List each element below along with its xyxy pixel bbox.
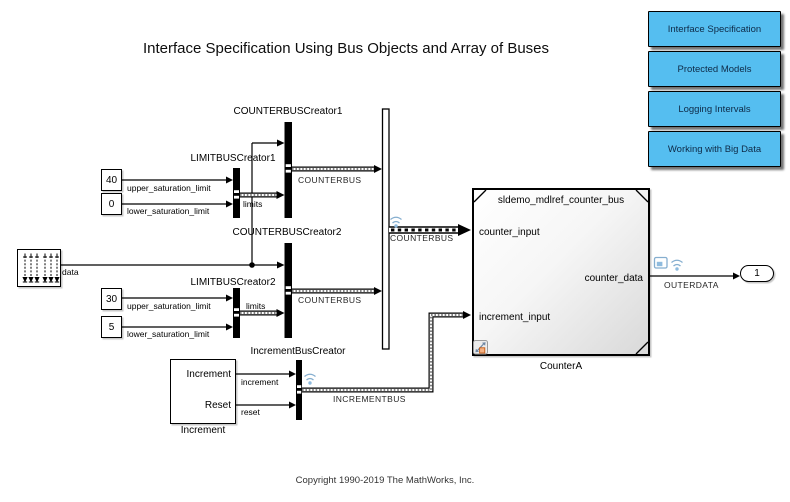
viewer-badge-icon[interactable] [655,258,668,269]
signal-label-counterbus-array: COUNTERBUS [390,233,454,243]
block-label-counterbuscreator2: COUNTERBUSCreator2 [232,227,342,238]
button-interface-specification[interactable]: Interface Specification [648,11,781,47]
block-label-increment: Increment [180,425,226,436]
constant-block-30[interactable]: 30 [101,288,122,310]
button-logging-intervals[interactable]: Logging Intervals [648,91,781,127]
signal-label-reset: reset [241,407,260,417]
model-title: Interface Specification Using Bus Objects and Array of Buses [142,40,550,57]
bus-creator-bars[interactable] [233,122,302,420]
signal-label-increment: increment [241,377,279,387]
logging-badge-outerdata[interactable] [672,260,683,270]
block-label-limitbuscreator1: LIMITBUSCreator1 [190,153,276,164]
increment-subsystem-block[interactable] [170,359,236,424]
signal-label-outerdata: OUTERDATA [664,280,719,290]
bus-concatenate-block[interactable] [383,109,390,349]
constant-block-5[interactable]: 5 [101,316,122,338]
branch-junction-dot [249,262,255,268]
signal-label-lower-saturation-limit-2: lower_saturation_limit [127,329,210,339]
countera-port-counter-data: counter_data [584,273,643,284]
logging-badge-incrementbus[interactable] [305,374,316,384]
block-label-limitbuscreator2: LIMITBUSCreator2 [190,277,276,288]
signal-label-limits-1: limits [243,199,263,209]
increment-subsystem-port-reset: Reset [204,400,231,411]
counterbuscreator2-bar [285,243,293,338]
countera-model-block[interactable] [472,188,650,356]
increment-subsystem-port-increment: Increment [186,369,231,380]
signal-editor-block[interactable] [17,249,61,287]
incrementbuscreator-bar [296,360,302,420]
block-label-counterbuscreator1: COUNTERBUSCreator1 [233,106,343,117]
limitbuscreator2-bar [233,288,240,338]
countera-model-name: sldemo_mdlref_counter_bus [497,195,625,206]
signal-label-lower-saturation-limit-1: lower_saturation_limit [127,206,210,216]
signal-label-counterbus-1: COUNTERBUS [298,175,362,185]
signal-label-data: data [62,267,79,277]
constant-block-0[interactable]: 0 [101,193,122,215]
signal-label-upper-saturation-limit-1: upper_saturation_limit [127,183,211,193]
block-label-countera: CounterA [539,361,583,372]
button-working-with-big-data[interactable]: Working with Big Data [648,131,781,167]
block-label-incrementbuscreator: IncrementBusCreator [250,346,346,357]
signal-label-incrementbus: INCREMENTBUS [333,394,406,404]
constant-block-40[interactable]: 40 [101,169,122,191]
button-protected-models[interactable]: Protected Models [648,51,781,87]
signal-label-limits-2: limits [246,301,266,311]
countera-port-counter-input: counter_input [479,227,540,238]
signal-label-counterbus-2: COUNTERBUS [298,295,362,305]
counterbuscreator1-bar [285,122,293,218]
copyright-note: Copyright 1990-2019 The MathWorks, Inc. [295,475,475,486]
logging-badge-counterbus-array[interactable] [391,217,402,227]
limitbuscreator1-bar [233,168,240,218]
outport-1-block[interactable]: 1 [740,265,774,282]
countera-port-increment-input: increment_input [479,312,551,323]
signal-label-upper-saturation-limit-2: upper_saturation_limit [127,301,211,311]
